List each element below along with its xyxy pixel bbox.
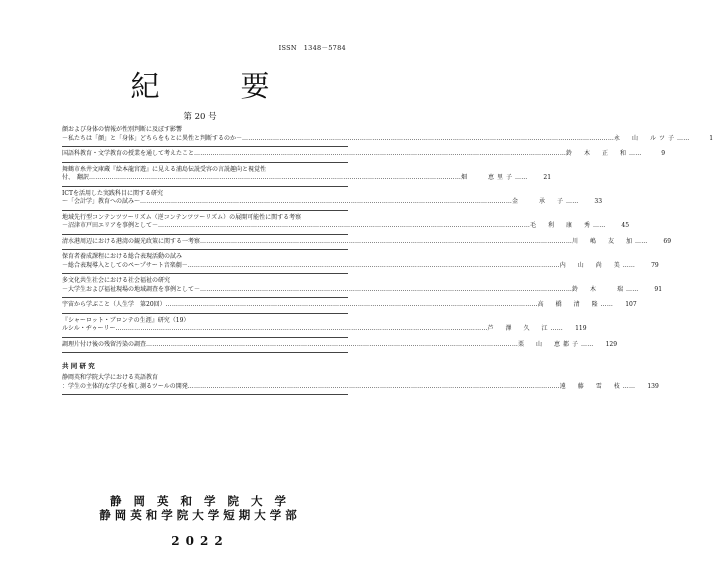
leader-dots: …… bbox=[581, 340, 594, 348]
leader-dots: ……………………………………………………………………………………………………………………………………………………………… bbox=[140, 198, 513, 205]
leader-dots: …… bbox=[629, 150, 642, 157]
toc-entry bbox=[62, 301, 637, 310]
entry-page: 21 bbox=[543, 174, 552, 181]
divider bbox=[62, 273, 348, 274]
leader-dots: …… bbox=[635, 237, 648, 245]
entry-line bbox=[62, 382, 659, 392]
entry-author: 川 嶋 友 加 bbox=[572, 237, 636, 245]
toc-entry bbox=[62, 237, 672, 247]
entry-page: 139 bbox=[647, 382, 659, 390]
entry-page: 107 bbox=[625, 301, 637, 308]
entry-author: 内 山 尚 美 bbox=[559, 261, 623, 269]
entry-subtitle: －大学生および福祉現場の地域調査を事例として－ bbox=[62, 285, 201, 293]
entry-page: 45 bbox=[621, 222, 630, 229]
leader-dots: ……………………………………………………………………………………………………………………………………………………………… bbox=[242, 134, 615, 142]
entry-line bbox=[62, 134, 713, 144]
entry-line bbox=[62, 325, 587, 334]
entry-title: 多文化共生社会における社会福祉の研究 bbox=[62, 277, 171, 284]
leader-dots: ……………………………………………………………………………………………………………………………………………………………… bbox=[194, 150, 567, 157]
leader-dots: ……………………………………………………………………………………………………………………………………………………………… bbox=[89, 174, 462, 181]
entry-line bbox=[62, 222, 630, 231]
entry-author: 高 橋 清 隆 bbox=[537, 301, 601, 308]
leader-dots: ……………………………………………………………………………………………………………………………………………………………… bbox=[200, 237, 573, 245]
entry-line bbox=[62, 150, 666, 159]
leader-dots: ……………………………………………………………………………………………………………………………………………………………… bbox=[187, 261, 560, 269]
divider bbox=[62, 297, 348, 298]
entry-page: 1 bbox=[709, 134, 713, 142]
entry-page: 91 bbox=[654, 285, 663, 293]
entry-author: 遠 藤 雪 枝 bbox=[559, 382, 623, 390]
toc-entry bbox=[62, 374, 659, 391]
divider bbox=[62, 313, 348, 314]
divider bbox=[62, 337, 348, 338]
entry-title: 顔および身体の情報が性別判断に及ぼす影響 bbox=[62, 126, 183, 133]
leader-dots: …… bbox=[622, 261, 636, 269]
entry-title: ICTを活用した実践科目に関する研究 bbox=[62, 189, 163, 197]
journal-title: 紀 要 bbox=[130, 69, 296, 103]
entry-subtitle: 付、 翻訳 bbox=[62, 174, 90, 181]
entry-page: 129 bbox=[605, 340, 618, 348]
entry-line bbox=[62, 198, 603, 207]
leader-dots: ……………………………………………………………………………………………………………………………………………………………… bbox=[158, 222, 531, 229]
divider bbox=[62, 394, 348, 395]
entry-title: 『シャーロット・ブロンテの生涯』研究（19） bbox=[62, 316, 190, 324]
entry-title: 静岡英和学院大学における英語教育 bbox=[62, 374, 159, 381]
entry-line bbox=[62, 174, 552, 183]
entry-author: 金 承 子 bbox=[512, 198, 567, 205]
entry-author: 鈴 木 正 和 bbox=[566, 150, 630, 157]
entry-subtitle: －総合表現導入としてのペープサート音楽劇－ bbox=[62, 261, 188, 269]
entry-title: 舞鶴市糸井文庫蔵『絵本龍宮遊』に見える浦島伝説受容の言説趣向と視覚性 bbox=[62, 165, 267, 173]
entry-title: 地域先行型コンテンツツーリズム（逆コンテンツツーリズム）の展開可能性に関する考察 bbox=[62, 213, 302, 221]
entry-page: 79 bbox=[651, 261, 659, 269]
volume-number: 第 20 号 bbox=[183, 112, 217, 122]
leader-dots: …… bbox=[550, 325, 563, 332]
entry-subtitle: 清水港周辺における港湾の観光政策に関する一考察 bbox=[62, 237, 201, 245]
divider bbox=[62, 352, 348, 353]
entry-line bbox=[62, 261, 659, 271]
entry-page: 119 bbox=[575, 325, 587, 332]
toc-entry bbox=[62, 253, 659, 270]
leader-dots: …… bbox=[593, 222, 606, 229]
entry-author: 栗 山 恵都子 bbox=[518, 340, 582, 348]
toc-entry bbox=[62, 189, 603, 207]
entry-subtitle: 国語科教育・文学教育の授業を通して考えたこと bbox=[62, 150, 195, 157]
entry-line bbox=[62, 285, 663, 295]
leader-dots: …… bbox=[600, 301, 614, 308]
divider bbox=[62, 210, 348, 211]
university-name: 静 岡 英 和 学 院 大 学 bbox=[109, 494, 291, 508]
entry-title: 保育者養成課程における総合表現活動の試み bbox=[62, 253, 183, 260]
entry-author: 鈴 木 瑞 bbox=[572, 285, 627, 293]
leader-dots: …… bbox=[515, 174, 528, 181]
entry-subtitle: －私たちは「顔」と「身体」どちらをもとに異性と判断するのか－ bbox=[62, 134, 243, 142]
divider bbox=[62, 234, 348, 235]
entry-author: 芦 澤 久 江 bbox=[487, 325, 551, 332]
entry-author: 永 山 ルツ子 bbox=[614, 134, 678, 142]
toc-entry bbox=[62, 277, 663, 294]
entry-subtitle: ルシル・ヂゥーリー bbox=[62, 325, 116, 332]
leader-dots: …… bbox=[626, 285, 639, 293]
joint-research-heading: 共 同 研 究 bbox=[62, 362, 95, 370]
divider bbox=[62, 146, 348, 147]
entry-line bbox=[62, 301, 637, 310]
leader-dots: …… bbox=[566, 198, 579, 205]
divider bbox=[62, 249, 348, 250]
leader-dots: …… bbox=[622, 382, 636, 390]
junior-college-name: 静岡英和学院大学短期大学部 bbox=[99, 508, 301, 522]
divider bbox=[62, 162, 348, 163]
entry-page: 69 bbox=[663, 237, 672, 245]
publication-year: 2022 bbox=[171, 534, 229, 548]
entry-page: 9 bbox=[661, 150, 666, 157]
entry-subtitle: ～「会計学」教育への試み～ bbox=[62, 198, 141, 205]
leader-dots: ……………………………………………………………………………………………………………………………………………………………… bbox=[200, 285, 573, 293]
entry-subtitle: 調理片付け後の残留汚染の調査 bbox=[62, 340, 147, 348]
entry-page: 33 bbox=[594, 198, 603, 205]
entry-author: 毛 利 康 秀 bbox=[530, 222, 594, 229]
publisher-block bbox=[0, 494, 400, 548]
divider bbox=[62, 186, 348, 187]
entry-line bbox=[62, 340, 618, 350]
toc-entry bbox=[62, 316, 587, 334]
leader-dots: ……………………………………………………………………………………………………………………………………………………………… bbox=[115, 325, 488, 332]
toc-entry bbox=[62, 165, 552, 183]
table-of-contents bbox=[62, 126, 713, 398]
toc-entry bbox=[62, 213, 630, 231]
leader-dots: ……………………………………………………………………………………………………………………………………………………………… bbox=[146, 340, 519, 348]
entry-subtitle: 宇宙から学ぶこと（人生学 第20回） bbox=[62, 301, 166, 308]
entry-line bbox=[62, 237, 672, 247]
joint-research-entries bbox=[62, 374, 659, 395]
leader-dots: …… bbox=[677, 134, 690, 142]
leader-dots: ……………………………………………………………………………………………………………………………………………………………… bbox=[165, 301, 538, 308]
leader-dots: ……………………………………………………………………………………………………………………………………………………………… bbox=[187, 382, 560, 390]
toc-entry bbox=[62, 126, 713, 143]
toc-entry bbox=[62, 150, 666, 159]
toc-entries bbox=[62, 126, 713, 353]
entry-subtitle: ：学生の主体的な学びを推し測るツールの開発 bbox=[62, 382, 188, 390]
entry-subtitle: －沼津市戸田エリアを事例として－ bbox=[62, 222, 159, 229]
entry-author: 畑 恵里子 bbox=[461, 174, 516, 181]
issn-number: ISSN 1348－5784 bbox=[278, 44, 346, 52]
toc-entry bbox=[62, 340, 618, 350]
